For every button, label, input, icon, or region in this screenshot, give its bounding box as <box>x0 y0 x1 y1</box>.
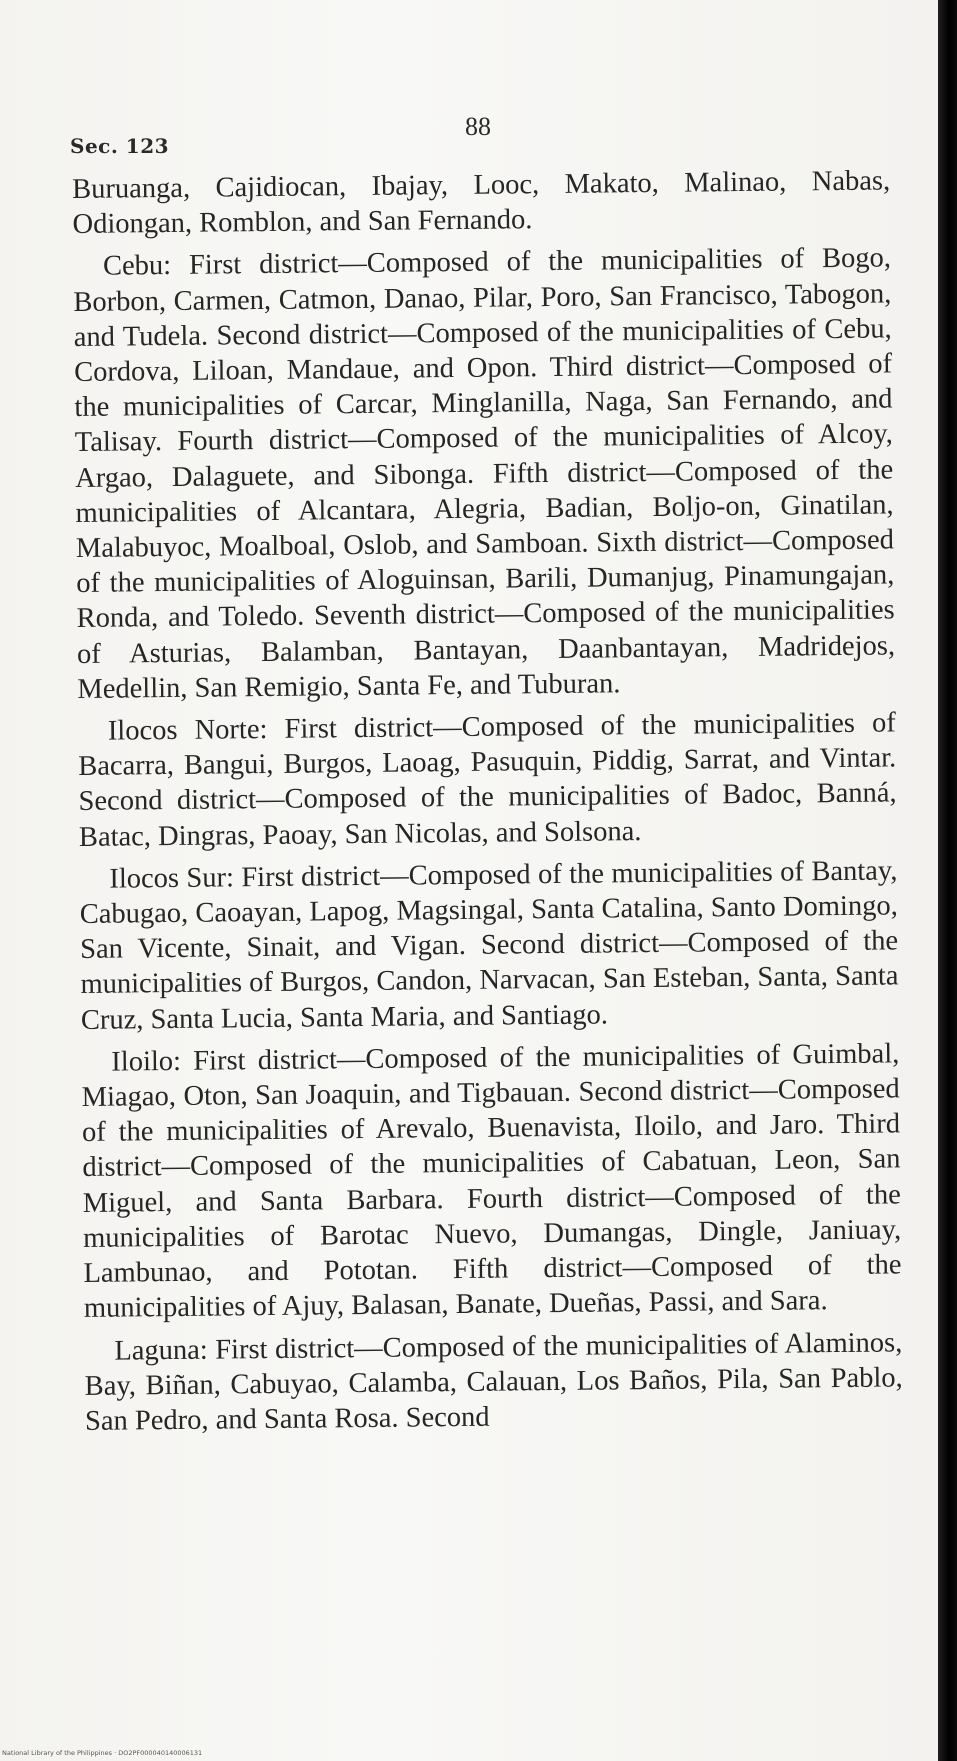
paragraph-continuation: Buruanga, Cajidiocan, Ibajay, Looc, Makato, Malinao, Nabas, Odiongan, Romblon, and San Fernando. <box>72 165 891 241</box>
page-header <box>70 112 890 162</box>
page-number: 88 <box>465 112 491 141</box>
paragraph-laguna: Laguna: First district—Composed of the municipalities of Alaminos, Bay, Biñan, Cabuyao, Calamba, Calauan, Los Baños, Pila, San Pablo, San Pedro, and Santa Rosa. Second <box>84 1326 903 1437</box>
section-reference: Sec. 123 <box>70 134 170 158</box>
body-text <box>72 163 903 1446</box>
paragraph-cebu: Cebu: First district—Composed of the municipalities of Bogo, Borbon, Carmen, Catmon, Danao, Pilar, Poro, San Francisco, Tabogon, and Tudela. Second district—Composed of the municipalities of Cebu, Cordova, Liloan, Mandaue, and Opon. Third district—Composed of the municipalities of Carcar, Minglanilla, Naga, San Fernando, and Talisay. Fourth district—Composed of the municipalities of Alcoy, Argao, Dalaguete, and Sibonga. Fifth district—Composed of the municipalities of Alcantara, Alegria, Badian, Boljo-on, Ginatilan, Malabuyoc, Moalboal, Oslob, and Samboan. Sixth district—Composed of the municipalities of Aloguinsan, Barili, Dumanjug, Pinamungajan, Ronda, and Toledo. Seventh district—Composed of the municipalities of Asturias, Balamban, Bantayan, Daanbantayan, Madridejos, Medellin, San Remigio, Santa Fe, and Tuburan. <box>73 242 896 705</box>
paragraph-iloilo: Iloilo: First district—Composed of the municipalities of Guimbal, Miagao, Oton, San Joaquin, and Tigbauan. Second district—Composed of the municipalities of Arevalo, Buenavista, Iloilo, and Jaro. Third district—Composed of the municipalities of Cabatuan, Leon, San Miguel, and Santa Barbara. Fourth district—Composed of the municipalities of Barotac Nuevo, Dumangas, Dingle, Janiuay, Lambunao, and Pototan. Fifth district—Composed of the municipalities of Ajuy, Balasan, Banate, Dueñas, Passi, and Sara. <box>81 1038 902 1325</box>
paragraph-ilocos-sur: Ilocos Sur: First district—Composed of the municipalities of Bantay, Cabugao, Caoayan, Lapog, Magsingal, Santa Catalina, Santo Domingo, San Vicente, Sinait, and Vigan. Second district—Composed of the municipalities of Burgos, Candon, Narvacan, San Esteban, Santa, Santa Cruz, Santa Lucia, Santa Maria, and Santiago. <box>79 855 899 1036</box>
scan-border <box>938 0 957 1761</box>
scan-credit: National Library of the Philippines · DO2PF000040140006131 <box>2 1749 203 1757</box>
paragraph-ilocos-norte: Ilocos Norte: First district—Composed of the municipalities of Bacarra, Bangui, Burgos, Laoag, Pasuquin, Piddig, Sarrat, and Vintar. Second district—Composed of the municipalities of Badoc, Banná, Batac, Dingras, Paoay, San Nicolas, and Solsona. <box>78 707 897 853</box>
